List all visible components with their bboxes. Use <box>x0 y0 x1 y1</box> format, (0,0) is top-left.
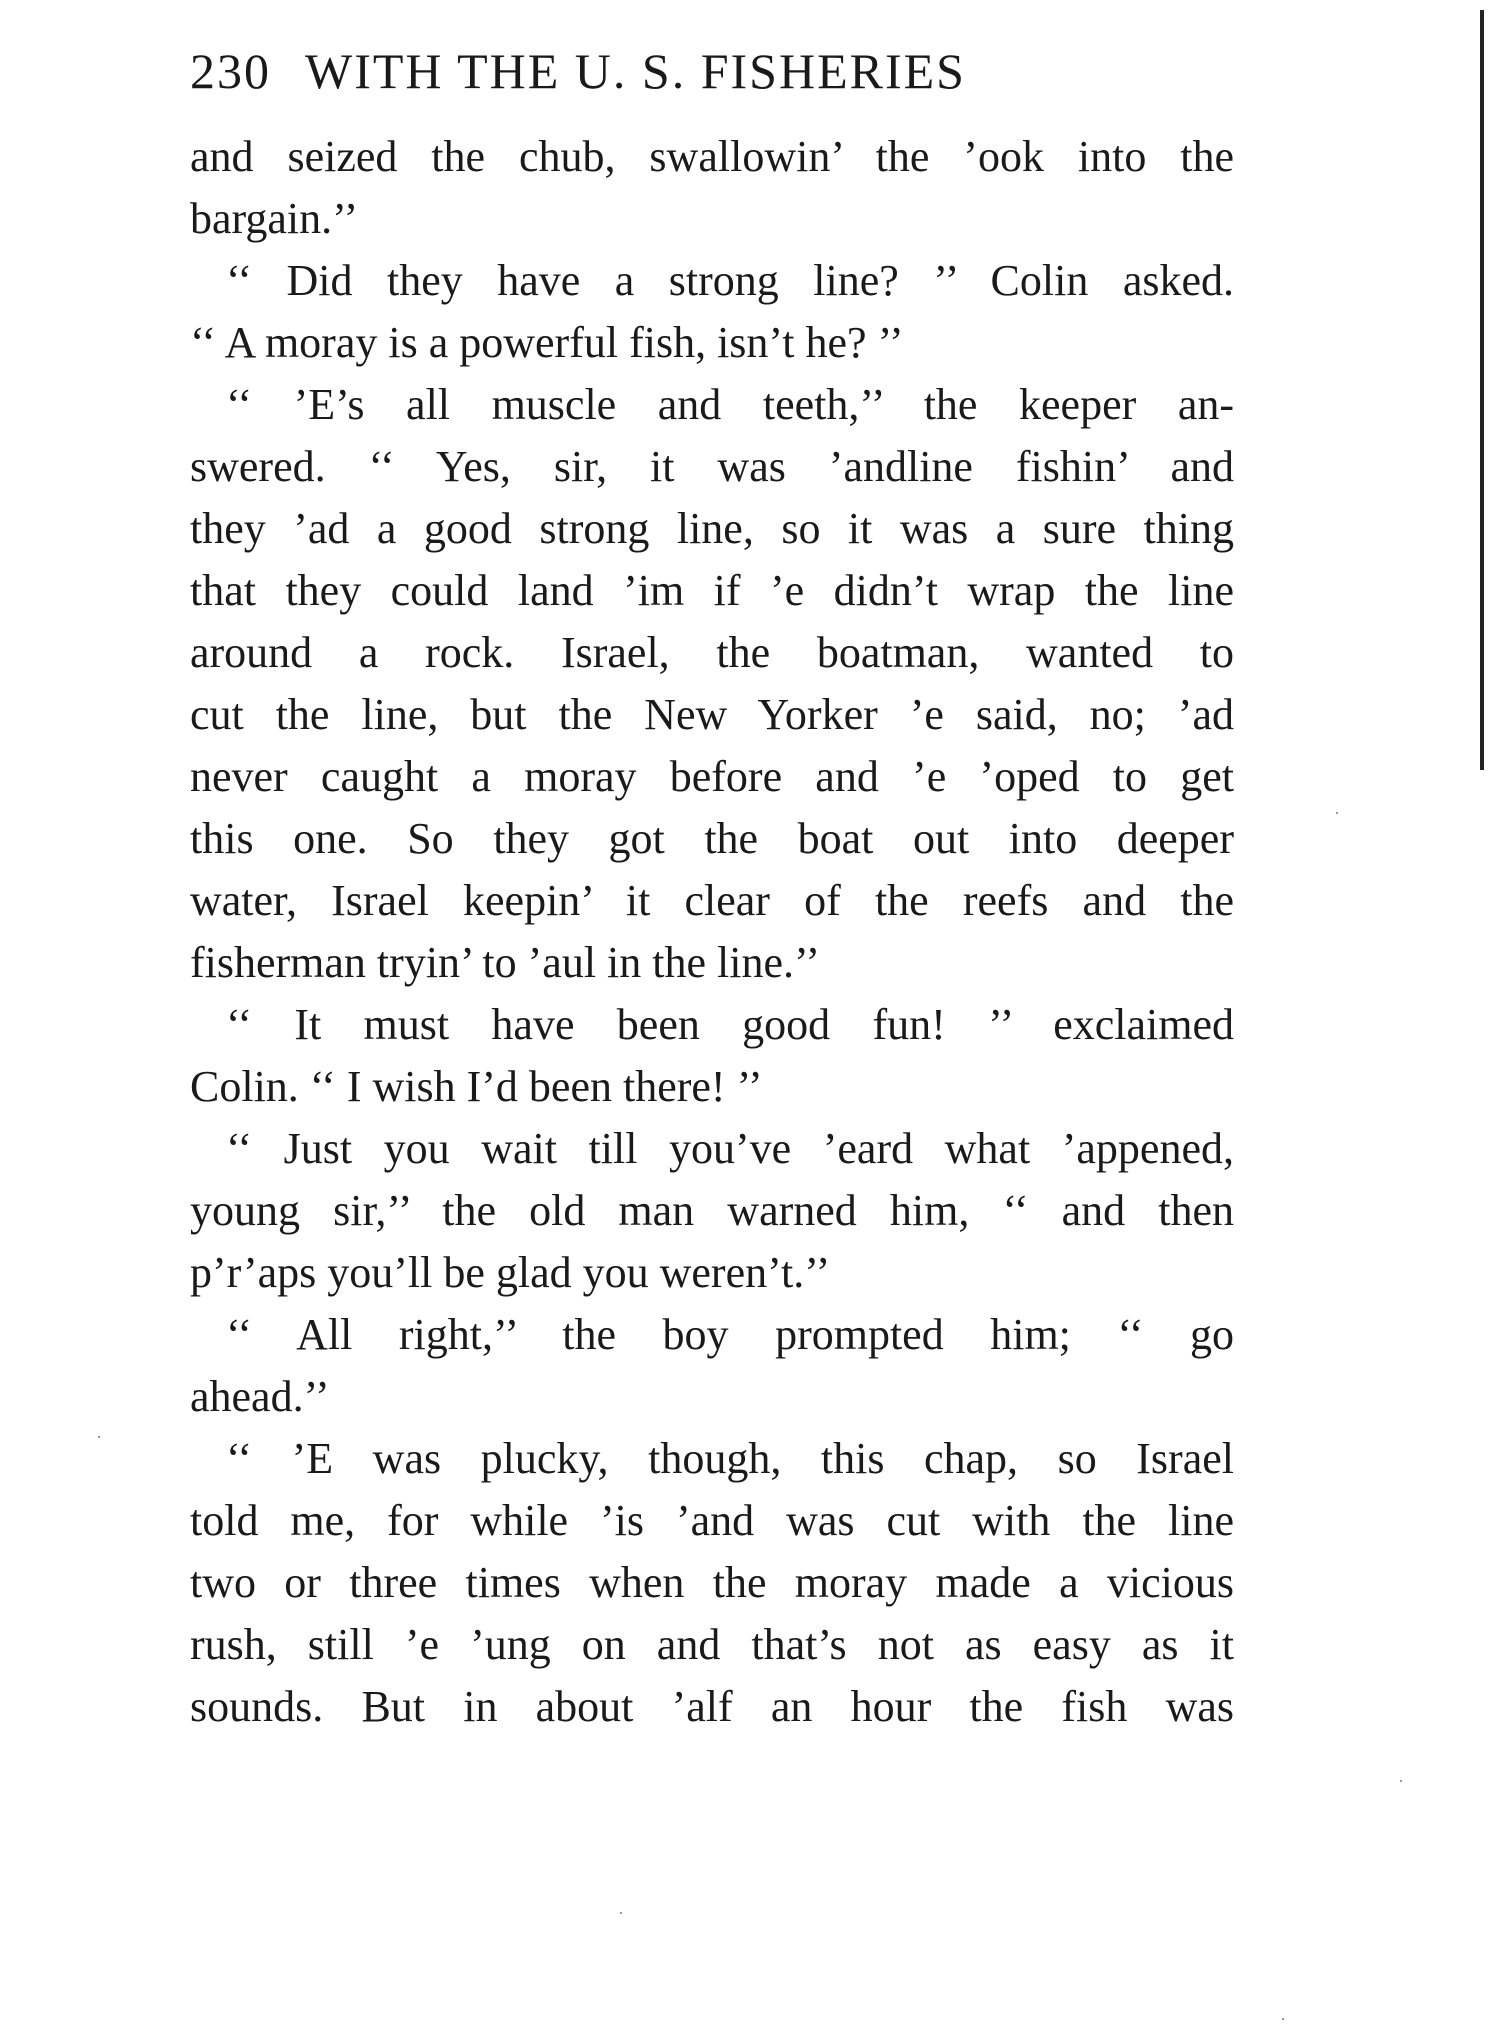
text-line: water, Israel keepin’ it clear of the reefs and the <box>190 876 1234 925</box>
text-line: fisherman tryin’ to ’aul in the line.’’ <box>190 938 821 987</box>
text-line: p’r’aps you’ll be glad you weren’t.’’ <box>190 1248 831 1297</box>
paper-speck <box>1336 812 1338 814</box>
text-line: young sir,’’ the old man warned him, ‘‘ and then <box>190 1186 1234 1235</box>
text-line: swered. ‘‘ Yes, sir, it was ’andline fishin’ and <box>190 442 1234 491</box>
text-line: ‘‘ It must have been good fun! ’’ exclaimed <box>226 1000 1234 1049</box>
text-line: ‘‘ ’E’s all muscle and teeth,’’ the keeper an- <box>226 380 1234 429</box>
running-head <box>190 36 1250 106</box>
text-line: that they could land ’im if ’e didn’t wrap the line <box>190 566 1234 615</box>
text-line: ahead.’’ <box>190 1372 330 1421</box>
text-line: around a rock. Israel, the boatman, wanted to <box>190 628 1234 677</box>
text-line: rush, still ’e ’ung on and that’s not as easy as it <box>190 1620 1234 1669</box>
text-line: told me, for while ’is ’and was cut with the line <box>190 1496 1234 1545</box>
text-line: never caught a moray before and ’e ’oped to get <box>190 752 1234 801</box>
running-title: WITH THE U. S. FISHERIES <box>305 43 966 99</box>
text-line: they ’ad a good strong line, so it was a sure thing <box>190 504 1234 553</box>
page-number: 230 <box>190 43 271 99</box>
text-line: ‘‘ A moray is a powerful fish, isn’t he? ’’ <box>190 318 904 367</box>
text-line: two or three times when the moray made a vicious <box>190 1558 1234 1607</box>
text-line: bargain.’’ <box>190 194 359 243</box>
text-line: Colin. ‘‘ I wish I’d been there! ’’ <box>190 1062 763 1111</box>
text-line: ‘‘ Just you wait till you’ve ’eard what ’appened, <box>226 1124 1234 1173</box>
page-edge-rule <box>1480 10 1484 770</box>
text-line: this one. So they got the boat out into deeper <box>190 814 1234 863</box>
paper-speck <box>1282 2018 1284 2020</box>
paper-speck <box>1400 1780 1402 1782</box>
text-line: ‘‘ All right,’’ the boy prompted him; ‘‘ go <box>226 1310 1234 1359</box>
text-line: and seized the chub, swallowin’ the ’ook into the <box>190 132 1234 181</box>
paper-speck <box>620 1912 622 1914</box>
text-line: cut the line, but the New Yorker ’e said, no; ’ad <box>190 690 1234 739</box>
text-line: ‘‘ Did they have a strong line? ’’ Colin asked. <box>226 256 1234 305</box>
text-line: sounds. But in about ’alf an hour the fish was <box>190 1682 1234 1731</box>
body-text <box>190 126 1234 1738</box>
paper-speck <box>98 1436 100 1438</box>
text-line: ‘‘ ’E was plucky, though, this chap, so Israel <box>226 1434 1234 1483</box>
